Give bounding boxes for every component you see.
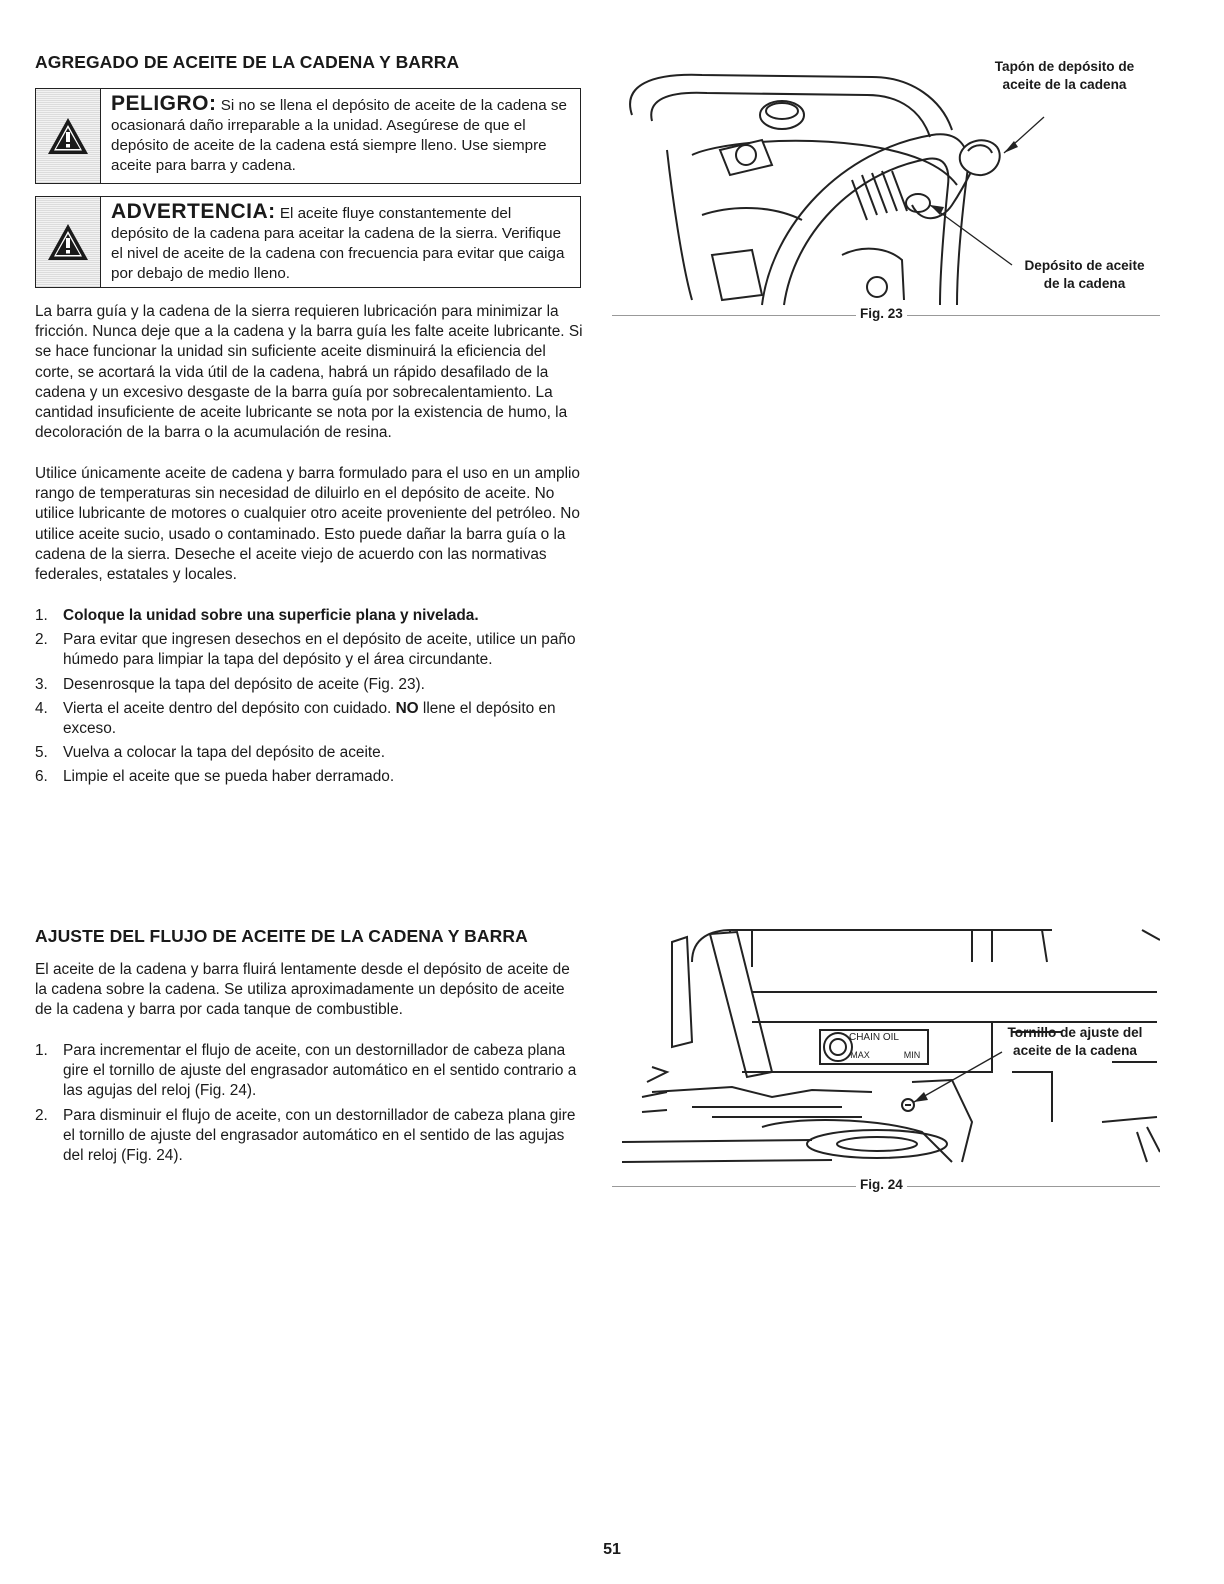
warning-box bbox=[35, 196, 581, 288]
warning-message: El aceite fluye constantemente del depósito de la cadena para aceitar la cadena de la sierra. Verifique el nivel de aceite de la cadena con frecuencia para evitar que caiga por debajo de medio lleno. bbox=[111, 205, 565, 282]
warning-icon-cell bbox=[36, 197, 101, 287]
plate-chain-oil: CHAIN OIL bbox=[848, 1032, 900, 1043]
danger-box bbox=[35, 88, 581, 184]
steps-list-add-oil bbox=[35, 606, 583, 792]
list-item: 1. Coloque la unidad sobre una superficie plana y nivelada. bbox=[35, 607, 479, 624]
warning-text bbox=[101, 197, 580, 287]
figure-23 bbox=[612, 55, 1172, 317]
steps-list-oil-flow bbox=[35, 1041, 583, 1170]
list-item: 3. Desenrosque la tapa del depósito de aceite (Fig. 23). bbox=[35, 675, 425, 693]
plate-min: MIN bbox=[903, 1050, 921, 1060]
danger-message: Si no se llena el depósito de aceite de la cadena se ocasionará daño irreparable a la unidad. Asegúrese de que el depósito de aceite de la cadena está siempre lleno. Use siempre aceite para barra y cadena. bbox=[111, 97, 567, 174]
danger-text bbox=[101, 89, 580, 183]
plate-max: MAX bbox=[850, 1050, 870, 1060]
section-heading-oil-flow: AJUSTE DEL FLUJO DE ACEITE DE LA CADENA Y BARRA bbox=[35, 926, 528, 946]
callout-oil-tank: Depósito de aceite de la cadena bbox=[1024, 258, 1145, 291]
list-item: 1. Para incrementar el flujo de aceite, con un destornillador de cabeza plana gire el tornillo de ajuste del engrasador automático en el sentido contrario a las agujas del reloj (Fig. 24). bbox=[35, 1042, 577, 1100]
list-item: 2. Para disminuir el flujo de aceite, con un destornillador de cabeza plana gire el tornillo de ajuste del engrasador automático en el sentido de las agujas del reloj (Fig. 24). bbox=[35, 1106, 576, 1165]
danger-signal-word: PELIGRO: bbox=[111, 92, 217, 115]
figure-23-label: Fig. 23 bbox=[856, 306, 907, 321]
list-item: 5. Vuelva a colocar la tapa del depósito de aceite. bbox=[35, 744, 385, 762]
warning-signal-word: ADVERTENCIA: bbox=[111, 200, 276, 223]
callout-oil-cap: Tapón de depósito de aceite de la cadena bbox=[994, 59, 1135, 92]
paragraph-oil-flow: El aceite de la cadena y barra fluirá lentamente desde el depósito de aceite de la cadena sobre la cadena. Se utiliza aproximadamente un depósito de aceite de la cadena y barra por cada tanque de combustible. bbox=[35, 961, 570, 1019]
page-number: 51 bbox=[603, 1541, 621, 1558]
list-item: 4. Vierta el aceite dentro del depósito con cuidado. NO llene el depósito en exceso. bbox=[35, 699, 556, 738]
list-item: 6. Limpie el aceite que se pueda haber derramado. bbox=[35, 768, 395, 786]
figure-24-label: Fig. 24 bbox=[856, 1177, 907, 1192]
callout-adjust-screw: Tornillo de ajuste del aceite de la cadena bbox=[1007, 1025, 1143, 1058]
warning-triangle-icon bbox=[46, 116, 90, 156]
paragraph-lubrication: La barra guía y la cadena de la sierra requieren lubricación para minimizar la fricción. Nunca deje que a la cadena y la barra guía les falte aceite lubricante. Si se hace funcionar la unidad sin suficiente aceite disminuirá la eficiencia del corte, se acortará la vida útil de la cadena, habrá un rápido desafilado de la cadena y un excesivo desgaste de la barra guía por sobrecalentamiento. La cantidad insuficiente de aceite lubricante se nota por la existencia de humo, la decoloración de la barra o la acumulación de resina. bbox=[35, 303, 583, 442]
figure-24 bbox=[612, 922, 1160, 1184]
section-heading-add-oil: AGREGADO DE ACEITE DE LA CADENA Y BARRA bbox=[35, 52, 460, 72]
list-item: 2. Para evitar que ingresen desechos en el depósito de aceite, utilice un paño húmedo para limpiar la tapa del depósito y el área circundante. bbox=[35, 631, 576, 669]
danger-icon-cell bbox=[36, 89, 101, 183]
warning-triangle-icon bbox=[46, 222, 90, 262]
paragraph-oil-type: Utilice únicamente aceite de cadena y barra formulado para el uso en un amplio rango de temperaturas sin necesidad de diluirlo en el depósito de aceite. No utilice lubricante de motores o cualquier otro aceite proveniente del petróleo. No utilice aceite sucio, usado o contaminado. Esto puede dañar la barra guía o la cadena de la sierra. Deseche el aceite viejo de acuerdo con las normativas federales, estatales y locales. bbox=[35, 465, 580, 584]
